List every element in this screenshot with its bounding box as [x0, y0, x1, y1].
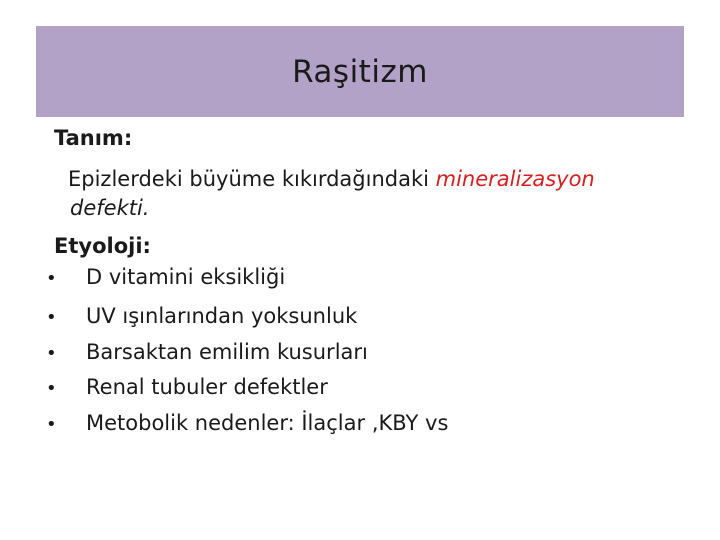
list-item: Metobolik nedenler: İlaçlar ,KBY vs [86, 411, 449, 435]
slide-title: Raşitizm [292, 53, 428, 90]
definition-highlight: mineralizasyon [435, 167, 595, 191]
definition-heading: Tanım: [54, 126, 133, 150]
bullet-icon: • [46, 378, 57, 399]
bullet-icon: • [46, 414, 57, 435]
bullet-icon: • [46, 307, 57, 328]
definition-line-1 [68, 166, 595, 192]
definition-line-2: defekti. [70, 196, 150, 220]
etiology-heading: Etyoloji: [54, 234, 151, 258]
list-item: D vitamini eksikliği [86, 265, 286, 289]
bullet-icon: • [46, 343, 57, 364]
list-item: Renal tubuler defektler [86, 375, 328, 399]
list-item: UV ışınlarından yoksunluk [86, 304, 358, 328]
definition-text: Epizlerdeki büyüme kıkırdağındaki [68, 167, 436, 191]
list-item: Barsaktan emilim kusurları [86, 340, 368, 364]
bullet-icon: • [46, 268, 57, 289]
